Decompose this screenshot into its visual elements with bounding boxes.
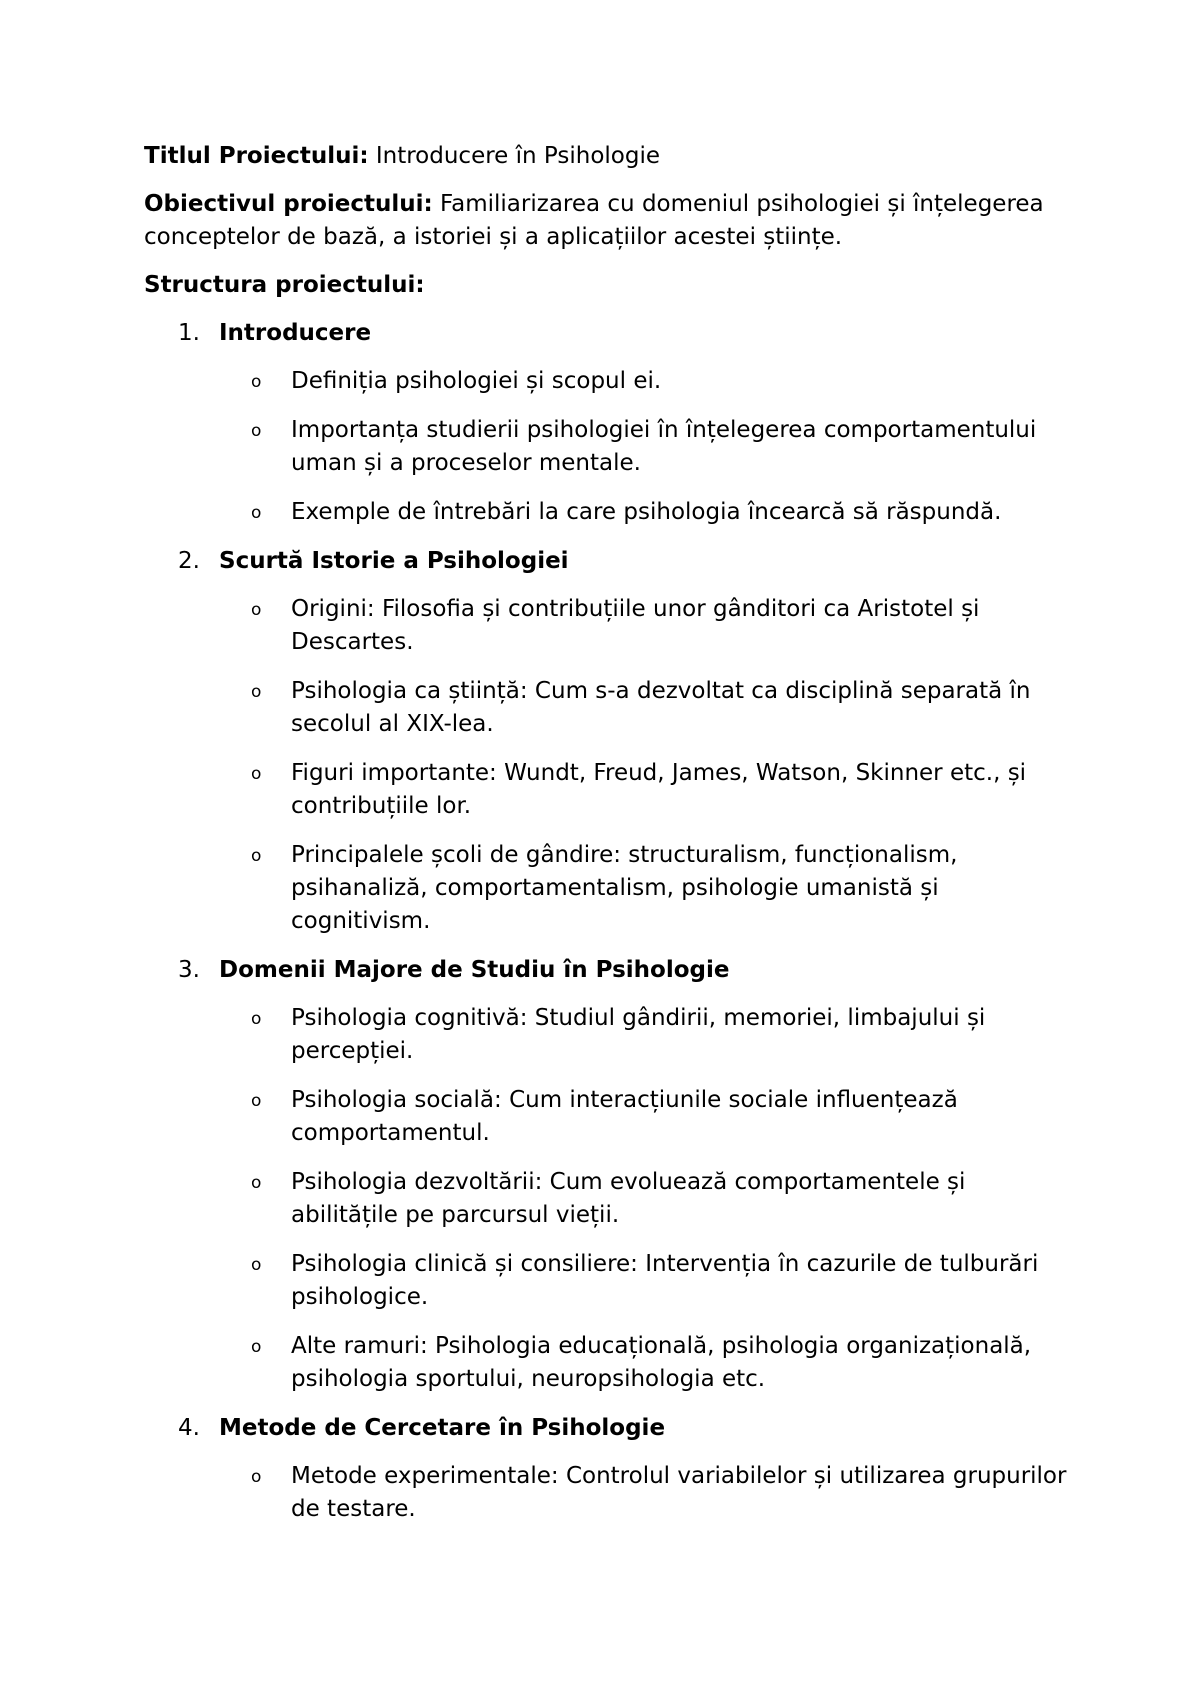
- list-item-text: Psihologia cognitivă: Studiul gândirii, memoriei, limbajului și percepției.: [291, 1005, 986, 1064]
- section-metode: [144, 1412, 1074, 1526]
- section-title: Scurtă Istorie a Psihologiei: [219, 548, 569, 574]
- list-item: [144, 1248, 1074, 1314]
- section-number: 3.: [178, 957, 200, 983]
- project-title-value: Introducere în Psihologie: [368, 143, 661, 169]
- section-heading: [144, 545, 1074, 578]
- section-heading: [144, 1412, 1074, 1445]
- section-title: Introducere: [219, 320, 372, 346]
- section-domenii: [144, 954, 1074, 1396]
- list-item-text: Figuri importante: Wundt, Freud, James, Watson, Skinner etc., și contribuțiile lor.: [291, 760, 1027, 819]
- circle-bullet-icon: o: [251, 1255, 262, 1275]
- circle-bullet-icon: o: [251, 421, 262, 441]
- section-heading: [144, 317, 1074, 350]
- project-title-line: [144, 140, 1074, 173]
- list-item: [144, 1084, 1074, 1150]
- list-item-text: Alte ramuri: Psihologia educațională, psihologia organizațională, psihologia sportului, neuropsihologia etc.: [291, 1333, 1032, 1392]
- project-objective-line: [144, 188, 1074, 254]
- document-body: [144, 140, 1074, 1542]
- list-item: [144, 839, 1074, 938]
- list-item-text: Metode experimentale: Controlul variabilelor și utilizarea grupurilor de testare.: [291, 1463, 1067, 1522]
- list-item: [144, 496, 1074, 529]
- section-title: Domenii Majore de Studiu în Psihologie: [219, 957, 730, 983]
- list-item: [144, 757, 1074, 823]
- project-objective-label: Obiectivul proiectului:: [144, 191, 433, 217]
- list-item-text: Psihologia ca știință: Cum s-a dezvoltat ca disciplină separată în secolul al XIX-lea.: [291, 678, 1031, 737]
- section-items: [144, 593, 1074, 938]
- circle-bullet-icon: o: [251, 846, 262, 866]
- structure-list: [144, 317, 1074, 1526]
- project-objective-value: Familiarizarea cu domeniul psihologiei și înțelegerea conceptelor de bază, a istoriei și a aplicațiilor acestei științe.: [144, 191, 1044, 250]
- list-item: [144, 414, 1074, 480]
- section-number: 4.: [178, 1415, 200, 1441]
- list-item: [144, 675, 1074, 741]
- list-item: [144, 365, 1074, 398]
- list-item-text: Exemple de întrebări la care psihologia încearcă să răspundă.: [291, 499, 1002, 525]
- circle-bullet-icon: o: [251, 682, 262, 702]
- list-item-text: Psihologia dezvoltării: Cum evoluează comportamentele și abilitățile pe parcursul vieții.: [291, 1169, 966, 1228]
- circle-bullet-icon: o: [251, 1467, 262, 1487]
- circle-bullet-icon: o: [251, 1337, 262, 1357]
- list-item-text: Origini: Filosofia și contribuțiile unor gânditori ca Aristotel și Descartes.: [291, 596, 980, 655]
- circle-bullet-icon: o: [251, 503, 262, 523]
- section-items: [144, 1002, 1074, 1396]
- section-introducere: [144, 317, 1074, 529]
- circle-bullet-icon: o: [251, 1173, 262, 1193]
- list-item-text: Psihologia socială: Cum interacțiunile sociale influențează comportamentul.: [291, 1087, 958, 1146]
- list-item: [144, 1002, 1074, 1068]
- section-istorie: [144, 545, 1074, 938]
- project-title-label: Titlul Proiectului:: [144, 143, 369, 169]
- circle-bullet-icon: o: [251, 600, 262, 620]
- section-number: 2.: [178, 548, 200, 574]
- list-item-text: Principalele școli de gândire: structuralism, funcționalism, psihanaliză, comportamentalism, psihologie umanistă și cognitivism.: [291, 842, 958, 934]
- list-item-text: Definiția psihologiei și scopul ei.: [291, 368, 662, 394]
- list-item-text: Psihologia clinică și consiliere: Intervenția în cazurile de tulburări psihologice.: [291, 1251, 1039, 1310]
- list-item-text: Importanța studierii psihologiei în înțelegerea comportamentului uman și a proceselor mentale.: [291, 417, 1037, 476]
- list-item: [144, 1460, 1074, 1526]
- circle-bullet-icon: o: [251, 1009, 262, 1029]
- section-number: 1.: [178, 320, 200, 346]
- section-heading: [144, 954, 1074, 987]
- list-item: [144, 593, 1074, 659]
- section-title: Metode de Cercetare în Psihologie: [219, 1415, 666, 1441]
- project-structure-heading: [144, 269, 1074, 302]
- circle-bullet-icon: o: [251, 764, 262, 784]
- section-items: [144, 1460, 1074, 1526]
- section-items: [144, 365, 1074, 529]
- list-item: [144, 1166, 1074, 1232]
- project-structure-label: Structura proiectului:: [144, 272, 425, 298]
- circle-bullet-icon: o: [251, 1091, 262, 1111]
- circle-bullet-icon: o: [251, 372, 262, 392]
- list-item: [144, 1330, 1074, 1396]
